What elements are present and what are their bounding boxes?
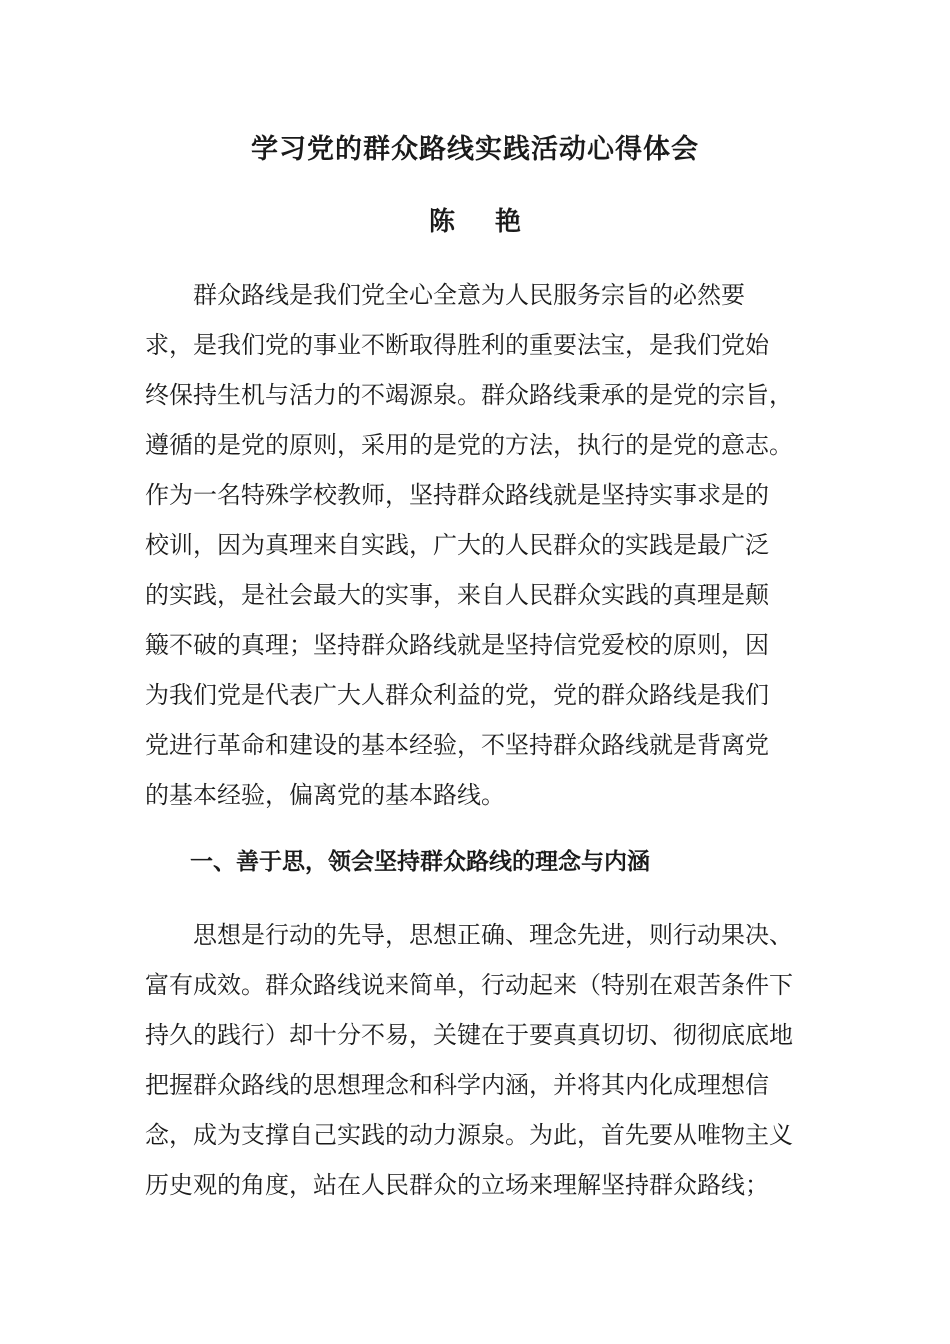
paragraph-section1: [145, 910, 810, 1210]
paragraph-line: 把握群众路线的思想理念和科学内涵，并将其内化成理想信: [145, 1071, 769, 1099]
paragraph-line: 簸不破的真理；坚持群众路线就是坚持信党爱校的原则，因: [145, 631, 769, 659]
paragraph-line: 群众路线是我们党全心全意为人民服务宗旨的必然要: [193, 281, 745, 309]
paragraph-line: 念，成为支撑自己实践的动力源泉。为此，首先要从唯物主义: [145, 1121, 793, 1149]
paragraph-line: 的实践，是社会最大的实事，来自人民群众实践的真理是颠: [145, 581, 769, 609]
paragraph-line: 求，是我们党的事业不断取得胜利的重要法宝，是我们党始: [145, 331, 769, 359]
paragraph-line: 历史观的角度，站在人民群众的立场来理解坚持群众路线；: [145, 1171, 769, 1199]
paragraph-line: 终保持生机与活力的不竭源泉。群众路线秉承的是党的宗旨，: [145, 381, 793, 409]
paragraph-line: 校训，因为真理来自实践，广大的人民群众的实践是最广泛: [145, 531, 769, 559]
paragraph-line: 持久的践行）却十分不易，关键在于要真真切切、彻彻底底地: [145, 1021, 793, 1049]
paragraph-line: 为我们党是代表广大人群众利益的党，党的群众路线是我们: [145, 681, 769, 709]
paragraph-line: 遵循的是党的原则，采用的是党的方法，执行的是党的意志。: [145, 431, 793, 459]
paragraph-line: 党进行革命和建设的基本经验，不坚持群众路线就是背离党: [145, 731, 769, 759]
paragraph-line: 的基本经验，偏离党的基本路线。: [145, 781, 505, 809]
paragraph-line: 富有成效。群众路线说来简单，行动起来（特别在艰苦条件下: [145, 971, 793, 999]
document-title: 学习党的群众路线实践活动心得体会: [251, 134, 699, 165]
paragraph-line: 作为一名特殊学校教师，坚持群众路线就是坚持实事求是的: [145, 481, 769, 509]
paragraph-line: 思想是行动的先导，思想正确、理念先进，则行动果决、: [193, 921, 793, 949]
section-heading: 一、善于思，领会坚持群众路线的理念与内涵: [190, 849, 650, 875]
author-name: 陈艳: [428, 207, 561, 237]
paragraph-intro: [145, 270, 810, 820]
